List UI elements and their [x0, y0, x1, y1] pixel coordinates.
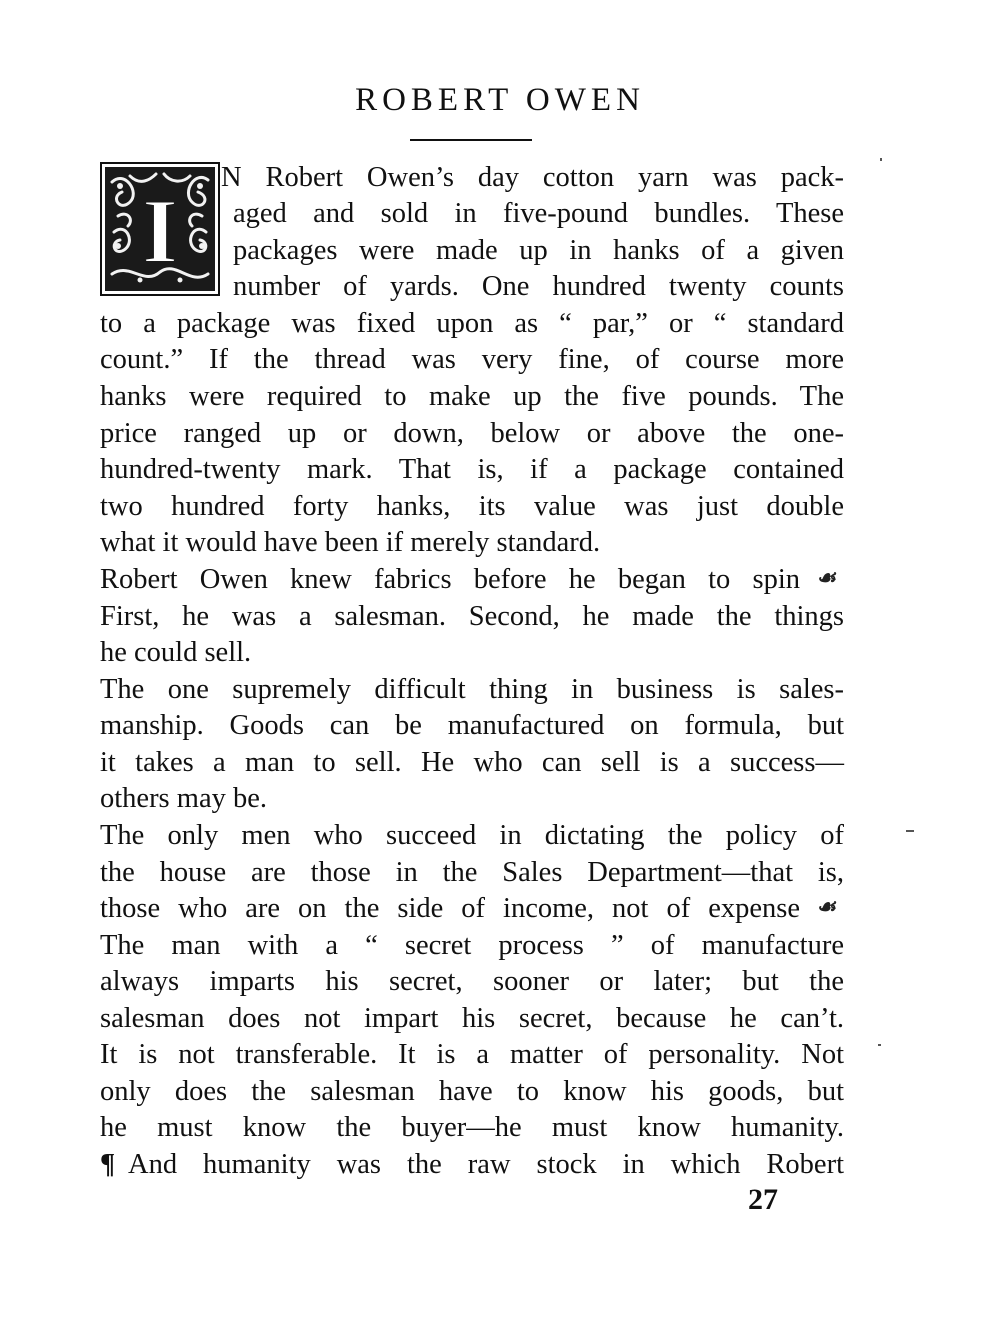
text-line: manship. Goods can be manufactured on formula, but — [100, 710, 844, 741]
text-line: he could sell. — [100, 637, 252, 668]
ornamental-dropcap-icon — [100, 162, 220, 296]
text-line: what it would have been if merely standard. — [100, 527, 601, 558]
dropcap-letter: I — [142, 180, 178, 282]
text-line: the house are those in the Sales Department—that is, — [100, 857, 844, 888]
text-line: those who are on the side of income, not of expense — [100, 893, 800, 924]
running-header: ROBERT OWEN — [355, 82, 645, 118]
text-line: aged and sold in five-pound bundles. These — [233, 198, 844, 229]
text-line: others may be. — [100, 783, 267, 814]
text-line: The one supremely difficult thing in business is sales- — [100, 674, 844, 705]
text-line: price ranged up or down, below or above the one- — [100, 418, 844, 449]
scan-speck — [878, 1044, 881, 1046]
scan-speck — [906, 830, 914, 832]
text-line: Robert Owen knew fabrics before he began to spin — [100, 564, 800, 595]
text-line: salesman does not impart his secret, because he can’t. — [100, 1003, 844, 1034]
text-line: It is not transferable. It is a matter of personality. Not — [100, 1039, 844, 1070]
pilcrow-icon: ¶ — [100, 1149, 116, 1180]
text-line: N Robert Owen’s day cotton yarn was pack- — [221, 162, 844, 193]
text-line: to a package was fixed upon as “ par,” or “ standard — [100, 308, 844, 339]
text-line: hundred-twenty mark. That is, if a package contained — [100, 454, 844, 485]
text-line: And humanity was the raw stock in which Robert — [128, 1149, 844, 1180]
text-line: number of yards. One hundred twenty counts — [233, 271, 844, 302]
page-number: 27 — [748, 1183, 778, 1216]
text-line: The man with a “ secret process ” of manufacture — [100, 930, 844, 961]
text-line: it takes a man to sell. He who can sell is a success— — [100, 747, 844, 778]
scan-speck — [880, 158, 882, 161]
text-line: two hundred forty hanks, its value was just double — [100, 491, 844, 522]
text-line: The only men who succeed in dictating the policy of — [100, 820, 844, 851]
fleuron-ornament: ☙ — [816, 894, 836, 919]
fleuron-ornament: ☙ — [816, 565, 836, 590]
text-line: hanks were required to make up the five pounds. The — [100, 381, 844, 412]
header-rule — [410, 139, 532, 141]
text-line: packages were made up in hanks of a given — [233, 235, 844, 266]
text-line: only does the salesman have to know his goods, but — [100, 1076, 844, 1107]
text-line: count.” If the thread was very fine, of course more — [100, 344, 844, 375]
text-line: he must know the buyer—he must know humanity. — [100, 1112, 844, 1143]
text-line: First, he was a salesman. Second, he made the things — [100, 601, 844, 632]
text-line: always imparts his secret, sooner or later; but the — [100, 966, 844, 997]
